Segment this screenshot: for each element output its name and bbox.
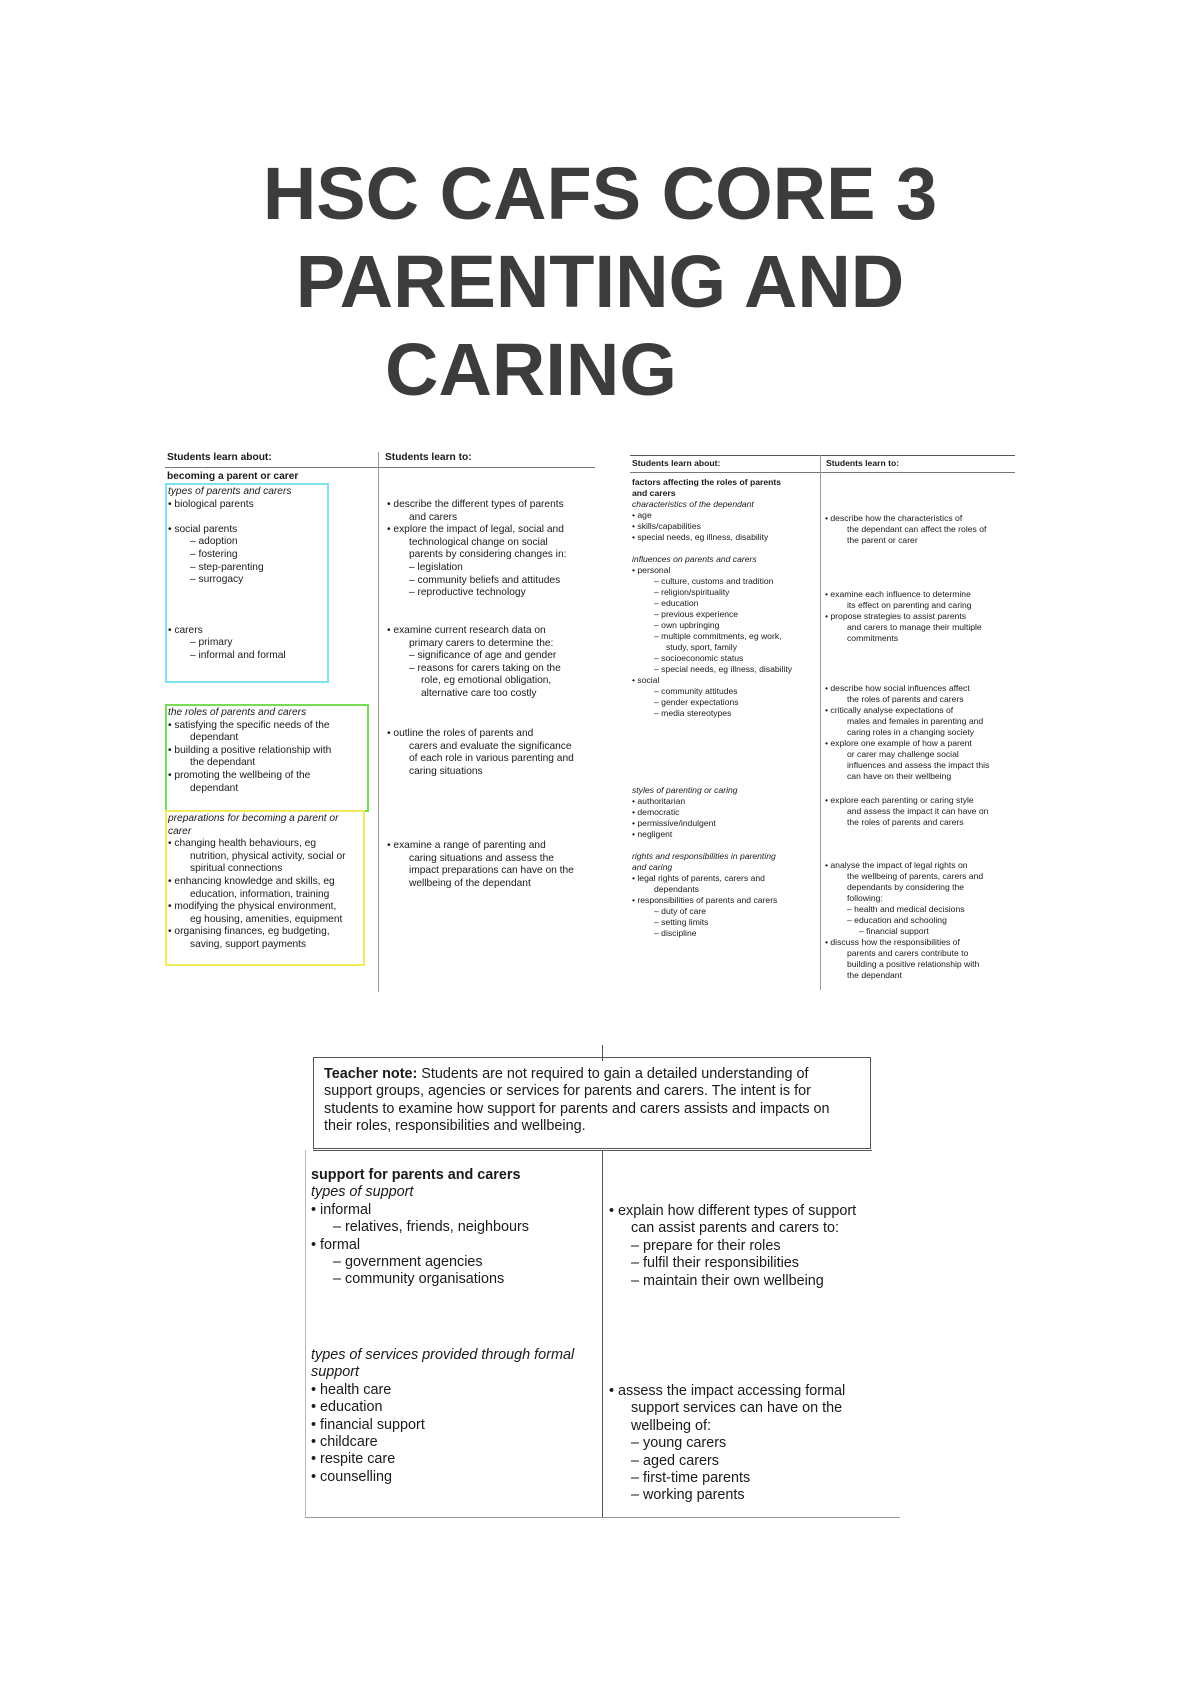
- text-line: • respite care: [311, 1451, 396, 1468]
- text-line: • formal: [311, 1236, 361, 1253]
- text-line: • counselling: [311, 1468, 393, 1485]
- teacher-note-line-2: support groups, agencies or services for parents and carers. The intent is for: [324, 1083, 811, 1100]
- text-line: primary carers to determine the:: [409, 637, 554, 649]
- text-line: styles of parenting or caring: [632, 785, 738, 795]
- learn-about-roles: [168, 707, 331, 795]
- column-divider: [378, 452, 379, 992]
- text-line: the roles of parents and carers: [847, 694, 964, 704]
- text-line: – government agencies: [333, 1254, 483, 1271]
- text-line: – multiple commitments, eg work,: [654, 631, 782, 641]
- header-rule: [165, 467, 595, 468]
- text-line: and carers to manage their multiple: [847, 622, 982, 632]
- teacher-note-line-4: their roles, responsibilities and wellbeing.: [324, 1118, 586, 1135]
- text-line: dependant: [190, 782, 239, 794]
- col-header-learn-about: Students learn about:: [167, 452, 272, 463]
- text-line: – first-time parents: [631, 1470, 751, 1487]
- learn-to-preparations: [387, 840, 574, 890]
- text-line: types of parents and carers: [168, 486, 292, 497]
- text-line: [168, 511, 291, 524]
- text-line: – fostering: [190, 548, 238, 560]
- col-header-learn-to: Students learn to:: [826, 458, 900, 468]
- text-line: wellbeing of the dependant: [409, 877, 531, 889]
- text-line: [632, 840, 777, 851]
- text-line: wellbeing of:: [631, 1417, 711, 1434]
- text-line: – community organisations: [333, 1271, 505, 1288]
- text-line: and carers: [632, 488, 676, 498]
- column-divider: [820, 455, 821, 990]
- text-line: saving, support payments: [190, 938, 307, 950]
- text-line: – prepare for their roles: [631, 1237, 781, 1254]
- text-line: role, eg emotional obligation,: [421, 675, 552, 687]
- text-line: – discipline: [654, 928, 697, 938]
- text-line: dependants: [654, 884, 699, 894]
- learn-to-characteristics: [825, 513, 986, 546]
- text-line: • examine current research data on: [387, 625, 546, 636]
- text-line: can have on their wellbeing: [847, 771, 952, 781]
- text-line: • organising finances, eg budgeting,: [168, 926, 330, 938]
- teacher-note-label: Teacher note:: [324, 1066, 418, 1082]
- text-line: – aged carers: [631, 1452, 719, 1469]
- text-line: • satisfying the specific needs of the: [168, 719, 330, 731]
- col-header-learn-to: Students learn to:: [385, 452, 472, 463]
- text-line: • authoritarian: [632, 796, 686, 806]
- text-line: impact preparations can have on the: [409, 865, 574, 877]
- text-line: carers and evaluate the significance: [409, 740, 572, 752]
- col-header-learn-about: Students learn about:: [632, 458, 721, 468]
- text-line: can assist parents and carers to:: [631, 1220, 839, 1237]
- text-line: factors affecting the roles of parents: [632, 477, 781, 487]
- text-line: – own upbringing: [654, 620, 720, 630]
- text-line: • examine each influence to determine: [825, 589, 971, 599]
- text-line: – socioeconomic status: [654, 653, 744, 663]
- learn-about-support: [311, 1167, 529, 1289]
- learn-to-support: [609, 1203, 856, 1290]
- text-line: • discuss how the responsibilities of: [825, 937, 960, 947]
- text-line: spiritual connections: [190, 863, 283, 875]
- text-line: – duty of care: [654, 906, 707, 916]
- learn-to-social: [825, 683, 989, 782]
- text-line: caring situations and assess the: [409, 852, 554, 864]
- text-line: • building a positive relationship with: [168, 744, 332, 756]
- text-line: • promoting the wellbeing of the: [168, 769, 311, 781]
- text-line: – media stereotypes: [654, 708, 732, 718]
- text-line: • health care: [311, 1381, 392, 1398]
- text-line: [168, 599, 291, 612]
- text-line: – primary: [190, 637, 233, 649]
- text-line: • modifying the physical environment,: [168, 901, 337, 913]
- text-line: – religion/spirituality: [654, 587, 730, 597]
- syllabus-table-becoming-parent: [165, 452, 595, 992]
- text-line: – community attitudes: [654, 686, 738, 696]
- text-line: alternative care too costly: [421, 687, 537, 699]
- text-line: [168, 587, 291, 600]
- text-line: • assess the impact accessing formal: [609, 1383, 846, 1399]
- text-line: • skills/capabilities: [632, 521, 701, 531]
- text-line: • explore the impact of legal, social and: [387, 524, 564, 536]
- text-line: • social parents: [168, 523, 238, 535]
- syllabus-table-support: [305, 1045, 900, 1520]
- text-line: rights and responsibilities in parenting: [632, 851, 776, 861]
- text-line: the dependant: [190, 757, 256, 769]
- left-border: [305, 1150, 306, 1518]
- text-line: • explain how different types of support: [609, 1203, 857, 1219]
- learn-to-roles: [387, 728, 574, 778]
- title-line-1: HSC CAFS CORE 3: [262, 152, 938, 235]
- learn-about-preparations: [168, 813, 346, 952]
- bottom-rule: [305, 1517, 900, 1518]
- text-line: support: [311, 1364, 359, 1381]
- text-line: and carers: [409, 511, 458, 523]
- learn-to-influences: [825, 589, 982, 644]
- section-heading: becoming a parent or carer: [167, 471, 299, 482]
- text-line: – young carers: [631, 1435, 727, 1452]
- text-line: caring roles in a changing society: [847, 727, 975, 737]
- text-line: – education and schooling: [847, 915, 947, 925]
- learn-to-types: [387, 499, 566, 600]
- text-line: – reproductive technology: [409, 587, 526, 599]
- title-line-2: PARENTING AND: [295, 240, 905, 323]
- text-line: parents and carers contribute to: [847, 948, 969, 958]
- text-line: • describe how the characteristics of: [825, 513, 963, 523]
- column-divider: [602, 1150, 603, 1518]
- text-line: • social: [632, 675, 660, 685]
- text-line: • describe the different types of parents: [387, 499, 564, 510]
- text-line: males and females in parenting and: [847, 716, 984, 726]
- text-line: • critically analyse expectations of: [825, 705, 954, 715]
- note-bottom-rule: [313, 1150, 872, 1151]
- text-line: support for parents and carers: [311, 1167, 521, 1183]
- text-line: dependant: [190, 732, 239, 744]
- text-line: – culture, customs and tradition: [654, 576, 774, 586]
- text-line: • biological parents: [168, 498, 254, 510]
- text-line: – previous experience: [654, 609, 739, 619]
- text-line: the dependant: [847, 970, 902, 980]
- learn-about-services: [311, 1347, 574, 1486]
- text-line: types of services provided through formal: [311, 1347, 575, 1363]
- text-line: commitments: [847, 633, 899, 643]
- text-line: following:: [847, 893, 883, 903]
- text-line: technological change on social: [409, 536, 548, 548]
- text-line: • responsibilities of parents and carers: [632, 895, 778, 905]
- text-line: – adoption: [190, 536, 238, 548]
- text-line: or carer may challenge social: [847, 749, 959, 759]
- text-line: dependants by considering the: [847, 882, 965, 892]
- text-line: – step-parenting: [190, 561, 264, 573]
- text-line: [168, 612, 291, 625]
- text-line: • explore each parenting or caring style: [825, 795, 974, 805]
- text-line: • enhancing knowledge and skills, eg: [168, 875, 335, 887]
- text-line: • carers: [168, 624, 203, 636]
- text-line: – significance of age and gender: [409, 650, 557, 662]
- text-line: the roles of parents and carers: [168, 707, 307, 718]
- text-line: • democratic: [632, 807, 680, 817]
- text-line: of each role in various parenting and: [409, 753, 574, 765]
- learn-about-types: [168, 486, 291, 662]
- text-line: • examine a range of parenting and: [387, 840, 546, 851]
- text-line: – community beliefs and attitudes: [409, 574, 561, 586]
- text-line: • special needs, eg illness, disability: [632, 532, 769, 542]
- text-line: – working parents: [631, 1487, 745, 1504]
- text-line: influences on parents and carers: [632, 554, 757, 564]
- text-line: and assess the impact it can have on: [847, 806, 989, 816]
- text-line: • age: [632, 510, 652, 520]
- text-line: • permissive/indulgent: [632, 818, 716, 828]
- learn-to-rights: [825, 860, 983, 981]
- text-line: – gender expectations: [654, 697, 739, 707]
- text-line: parents by considering changes in:: [409, 549, 567, 561]
- text-line: • describe how social influences affect: [825, 683, 970, 693]
- text-line: caring situations: [409, 765, 483, 777]
- text-line: • outline the roles of parents and: [387, 728, 534, 739]
- text-line: the dependant can affect the roles of: [847, 524, 987, 534]
- text-line: education, information, training: [190, 888, 330, 900]
- text-line: • negligent: [632, 829, 673, 839]
- text-line: – special needs, eg illness, disability: [654, 664, 793, 674]
- text-line: preparations for becoming a parent or: [168, 813, 339, 824]
- header-rule: [630, 472, 1015, 473]
- title-line-3: CARING: [385, 328, 677, 411]
- text-line: • informal: [311, 1201, 372, 1218]
- text-line: support services can have on the: [631, 1400, 843, 1417]
- text-line: its effect on parenting and caring: [847, 600, 972, 610]
- text-line: – reasons for carers taking on the: [409, 662, 561, 674]
- text-line: • childcare: [311, 1434, 378, 1451]
- text-line: the parent or carer: [847, 535, 918, 545]
- text-line: building a positive relationship with: [847, 959, 980, 969]
- teacher-note-line-3: students to examine how support for parents and carers assists and impacts on: [324, 1100, 830, 1117]
- syllabus-table-factors: [630, 455, 1015, 990]
- text-line: – maintain their own wellbeing: [631, 1272, 824, 1289]
- text-line: • personal: [632, 565, 671, 575]
- text-line: – surrogacy: [190, 574, 244, 586]
- learn-about-factors: [632, 477, 792, 719]
- text-line: carer: [168, 825, 192, 837]
- text-line: – financial support: [859, 926, 929, 936]
- text-line: • explore one example of how a parent: [825, 738, 972, 748]
- text-line: the wellbeing of parents, carers and: [847, 871, 984, 881]
- text-line: • analyse the impact of legal rights on: [825, 860, 968, 870]
- text-line: characteristics of the dependant: [632, 499, 754, 509]
- top-rule: [630, 455, 1015, 456]
- text-line: – legislation: [409, 561, 463, 573]
- text-line: the roles of parents and carers: [847, 817, 964, 827]
- text-line: • legal rights of parents, carers and: [632, 873, 765, 883]
- text-line: – health and medical decisions: [847, 904, 965, 914]
- text-line: types of support: [311, 1184, 414, 1201]
- text-line: study, sport, family: [666, 642, 737, 652]
- document-title: [160, 150, 1040, 414]
- text-line: • propose strategies to assist parents: [825, 611, 967, 621]
- text-line: – relatives, friends, neighbours: [333, 1219, 529, 1236]
- text-line: – fulfil their responsibilities: [631, 1255, 799, 1272]
- learn-to-carers: [387, 625, 561, 701]
- learn-about-styles-rights: [632, 785, 777, 939]
- teacher-note-line-1: Students are not required to gain a detailed understanding of: [417, 1066, 809, 1082]
- teacher-note: [313, 1057, 871, 1149]
- learn-to-styles: [825, 795, 988, 828]
- text-line: influences and assess the impact this: [847, 760, 990, 770]
- text-line: – setting limits: [654, 917, 709, 927]
- text-line: • changing health behaviours, eg: [168, 838, 316, 850]
- text-line: eg housing, amenities, equipment: [190, 913, 343, 925]
- text-line: • education: [311, 1399, 383, 1416]
- text-line: • financial support: [311, 1416, 425, 1433]
- text-line: nutrition, physical activity, social or: [190, 850, 346, 862]
- text-line: [632, 543, 792, 554]
- learn-to-services: [609, 1383, 845, 1505]
- text-line: – education: [654, 598, 699, 608]
- text-line: and caring: [632, 862, 673, 872]
- text-line: – informal and formal: [190, 649, 286, 661]
